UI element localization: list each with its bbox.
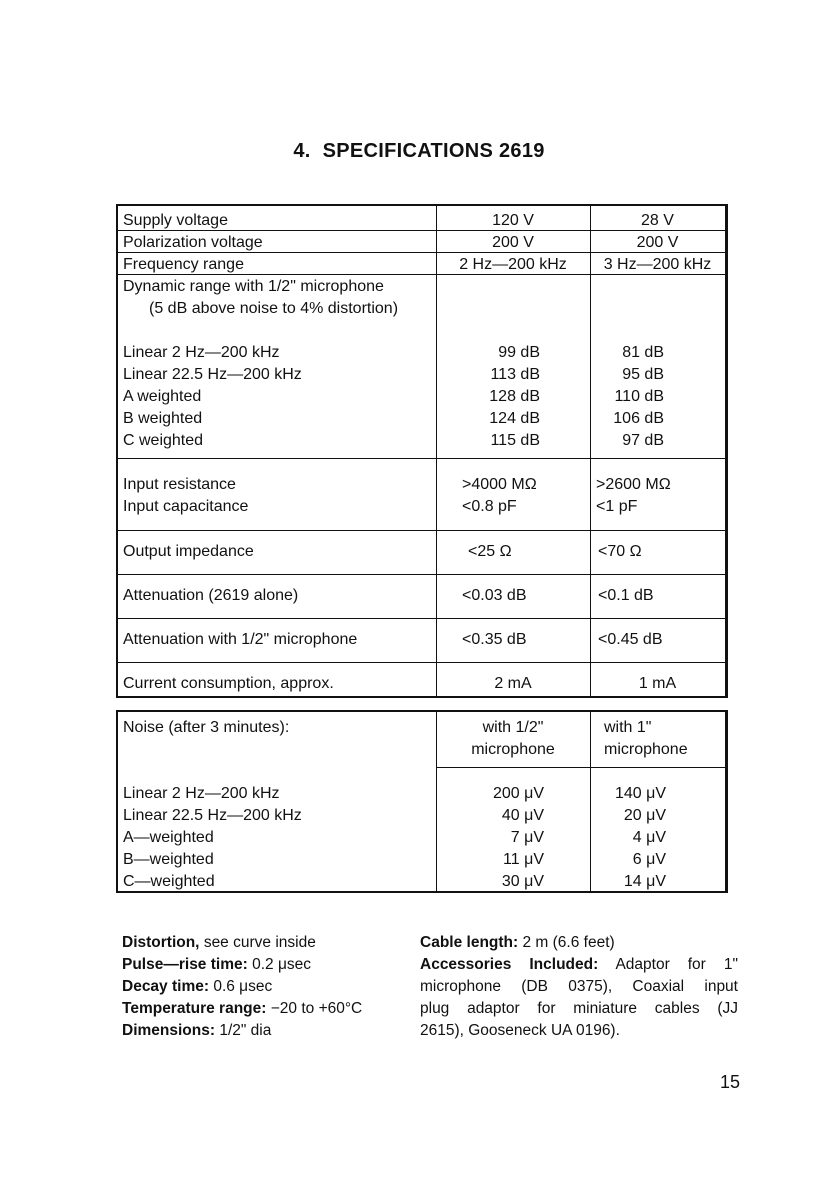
noise-row-label: Linear 2 Hz—200 kHz xyxy=(123,785,280,802)
dynamic-row-value-28: 95 dB xyxy=(622,366,664,383)
current-consumption-120: 2 mA xyxy=(494,675,532,692)
dynamic-row-label: C weighted xyxy=(123,432,204,449)
header-divider xyxy=(436,767,725,768)
dynamic-range-label: Dynamic range with 1/2" microphone xyxy=(123,278,384,295)
noise-row-label: A—weighted xyxy=(123,829,214,846)
dynamic-row-value-28: 110 dB xyxy=(614,388,664,405)
noise-row-label: Linear 22.5 Hz—200 kHz xyxy=(123,807,302,824)
accessories-line xyxy=(420,954,738,976)
dynamic-row-value-120: 115 dB xyxy=(490,432,540,449)
decay-time-line xyxy=(122,976,412,998)
output-impedance-28: <70 Ω xyxy=(598,543,642,560)
noise-row-label: C—weighted xyxy=(123,873,215,890)
accessories-label: Accessories Included: xyxy=(420,956,599,973)
polarization-voltage-label: Polarization voltage xyxy=(123,234,263,251)
frequency-range-120: 2 Hz—200 kHz xyxy=(459,256,567,273)
temperature-label: Temperature range: xyxy=(122,1000,267,1017)
dynamic-row-value-28: 97 dB xyxy=(622,432,664,449)
current-consumption-label: Current consumption, approx. xyxy=(123,675,334,692)
distortion-value: see curve inside xyxy=(203,934,316,951)
distortion-label: Distortion, xyxy=(122,934,200,951)
input-capacitance-28: <1 pF xyxy=(596,498,638,515)
distortion-line xyxy=(122,932,412,954)
temperature-value: −20 to +60°C xyxy=(270,1000,363,1017)
attenuation-mic-120: <0.35 dB xyxy=(462,631,527,648)
row-divider xyxy=(118,574,725,575)
attenuation-mic-28: <0.45 dB xyxy=(598,631,663,648)
decay-time-value: 0.6 μsec xyxy=(213,978,273,995)
supply-voltage-120: 120 V xyxy=(492,212,534,229)
polarization-voltage-120: 200 V xyxy=(492,234,534,251)
dynamic-row-label: Linear 2 Hz—200 kHz xyxy=(123,344,280,361)
dynamic-row-value-120: 113 dB xyxy=(490,366,540,383)
noise-col2-header-line1: with 1" xyxy=(604,719,652,736)
noise-col1-header-line2: microphone xyxy=(471,741,555,758)
footer-left-specs xyxy=(122,932,412,1042)
dynamic-row-value-28: 81 dB xyxy=(622,344,664,361)
noise-row-value-one-inch: 6 μV xyxy=(632,851,666,868)
row-divider xyxy=(118,618,725,619)
noise-row-value-half-inch: 11 μV xyxy=(503,851,544,868)
specifications-table xyxy=(116,204,728,698)
noise-row-value-one-inch: 140 μV xyxy=(614,785,666,802)
noise-col1-header-line1: with 1/2" xyxy=(482,719,544,736)
attenuation-alone-120: <0.03 dB xyxy=(462,587,527,604)
temperature-line xyxy=(122,998,412,1020)
row-divider xyxy=(118,458,725,459)
noise-row-value-half-inch: 7 μV xyxy=(510,829,544,846)
attenuation-alone-28: <0.1 dB xyxy=(598,587,654,604)
noise-row-value-half-inch: 200 μV xyxy=(492,785,544,802)
accessories-line: 2615), Gooseneck UA 0196). xyxy=(420,1022,620,1039)
supply-voltage-label: Supply voltage xyxy=(123,212,228,229)
page-number: 15 xyxy=(719,1072,740,1092)
dynamic-range-note: (5 dB above noise to 4% distortion) xyxy=(149,300,399,317)
input-resistance-28: >2600 MΩ xyxy=(596,476,671,493)
attenuation-alone-label: Attenuation (2619 alone) xyxy=(123,587,299,604)
decay-time-label: Decay time: xyxy=(122,978,210,995)
section-title: SPECIFICATIONS 2619 xyxy=(322,140,545,162)
dynamic-row-value-120: 124 dB xyxy=(489,410,540,427)
output-impedance-label: Output impedance xyxy=(123,543,254,560)
dimensions-value: 1/2" dia xyxy=(219,1022,272,1039)
pulse-rise-value: 0.2 μsec xyxy=(252,956,311,973)
section-number: 4. xyxy=(293,140,311,162)
dimensions-line xyxy=(122,1020,412,1042)
noise-row-value-one-inch: 4 μV xyxy=(632,829,666,846)
accessories-text: Adaptor for 1" xyxy=(615,956,738,973)
frequency-range-28: 3 Hz—200 kHz xyxy=(603,256,712,273)
cable-length-value: 2 m (6.6 feet) xyxy=(522,934,615,951)
noise-row-value-half-inch: 40 μV xyxy=(501,807,544,824)
noise-col2-header-line2: microphone xyxy=(604,741,688,758)
pulse-rise-line xyxy=(122,954,412,976)
output-impedance-120: <25 Ω xyxy=(468,543,512,560)
row-divider xyxy=(118,530,725,531)
input-capacitance-120: <0.8 pF xyxy=(462,498,517,515)
frequency-range-label: Frequency range xyxy=(123,256,244,273)
pulse-rise-label: Pulse—rise time: xyxy=(122,956,248,973)
dimensions-label: Dimensions: xyxy=(122,1022,216,1039)
noise-header: Noise (after 3 minutes): xyxy=(123,719,290,736)
cable-length-line xyxy=(420,932,738,954)
cable-length-label: Cable length: xyxy=(420,934,519,951)
dynamic-row-label: A weighted xyxy=(123,388,202,405)
dynamic-row-label: Linear 22.5 Hz—200 kHz xyxy=(123,366,302,383)
footer-right-specs xyxy=(420,932,738,1042)
accessories-line: microphone (DB 0375), Coaxial input xyxy=(420,978,738,995)
row-divider xyxy=(118,662,725,663)
noise-row-value-half-inch: 30 μV xyxy=(501,873,544,890)
noise-table xyxy=(116,710,728,893)
dynamic-row-value-120: 99 dB xyxy=(498,344,540,361)
accessories-line: plug adaptor for miniature cables (JJ xyxy=(420,1000,738,1017)
noise-row-value-one-inch: 20 μV xyxy=(623,807,666,824)
input-capacitance-label: Input capacitance xyxy=(123,498,249,515)
dynamic-row-label: B weighted xyxy=(123,410,203,427)
dynamic-row-value-120: 128 dB xyxy=(489,388,540,405)
supply-voltage-28: 28 V xyxy=(641,212,674,229)
noise-row-label: B—weighted xyxy=(123,851,214,868)
noise-row-value-one-inch: 14 μV xyxy=(623,873,666,890)
current-consumption-28: 1 mA xyxy=(638,675,677,692)
input-resistance-120: >4000 MΩ xyxy=(462,476,537,493)
page-title xyxy=(0,140,838,163)
input-resistance-label: Input resistance xyxy=(123,476,236,493)
polarization-voltage-28: 200 V xyxy=(636,234,679,251)
dynamic-row-value-28: 106 dB xyxy=(613,410,664,427)
attenuation-mic-label: Attenuation with 1/2" microphone xyxy=(123,631,358,648)
